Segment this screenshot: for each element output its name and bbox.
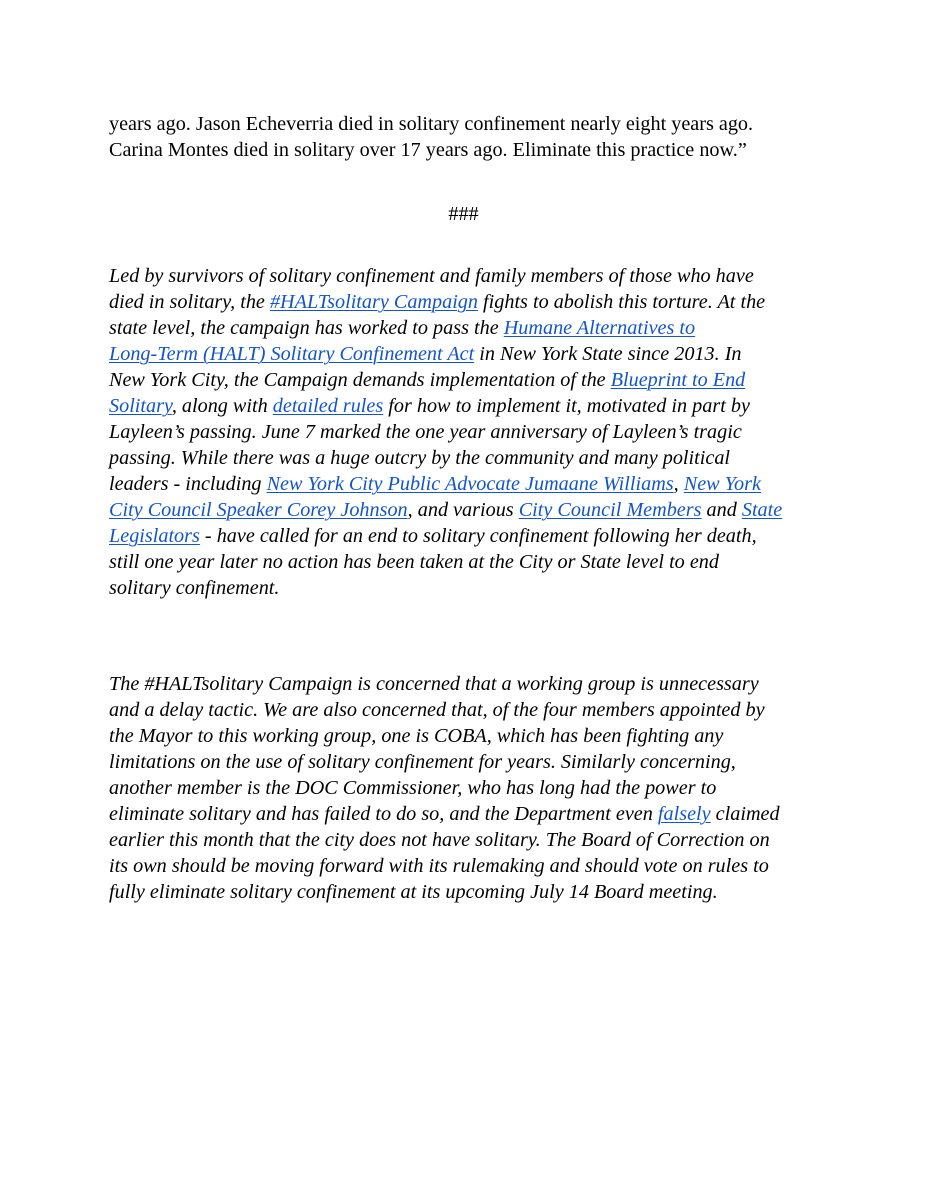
concern-paragraph (109, 671, 829, 905)
paragraph-line: The #HALTsolitary Campaign is concerned that a working group is unnecessary (109, 673, 759, 695)
text-run: fights to abolish this torture. At the (478, 291, 766, 313)
halt-act-link[interactable]: Humane Alternatives to (503, 317, 696, 339)
paragraph-line: limitations on the use of solitary confinement for years. Similarly concerning, (109, 751, 736, 773)
detailed-rules-link[interactable]: detailed rules (272, 395, 384, 417)
paragraph-line (109, 393, 829, 419)
blueprint-link[interactable]: Blueprint to End (610, 369, 746, 391)
text-run: and (701, 499, 742, 521)
text-run: , (673, 473, 684, 495)
paragraph-line (109, 471, 829, 497)
intro-paragraph (109, 111, 829, 163)
halt-act-link[interactable]: Long-Term (HALT) Solitary Confinement Act (109, 343, 475, 365)
text-run: New York City, the Campaign demands implementation of the (109, 369, 611, 391)
text-run: , along with (171, 395, 273, 417)
state-legislators-link[interactable]: Legislators (109, 525, 200, 547)
speaker-johnson-link[interactable]: New York (683, 473, 761, 495)
paragraph-line (109, 497, 829, 523)
paragraph-line: its own should be moving forward with its rulemaking and should vote on rules to (109, 855, 769, 877)
paragraph-line: the Mayor to this working group, one is COBA, which has been fighting any (109, 725, 724, 747)
paragraph-line (109, 315, 829, 341)
blueprint-link[interactable]: Solitary (109, 395, 172, 417)
text-run: claimed (710, 803, 780, 825)
text-run: died in solitary, the (109, 291, 270, 313)
text-run: state level, the campaign has worked to pass the (109, 317, 504, 339)
paragraph-line: passing. While there was a huge outcry by the community and many political (109, 447, 731, 469)
paragraph-line: solitary confinement. (109, 577, 280, 599)
paragraph-line: and a delay tactic. We are also concerned that, of the four members appointed by (109, 699, 765, 721)
speaker-johnson-link[interactable]: City Council Speaker Corey Johnson (109, 499, 408, 521)
council-members-link[interactable]: City Council Members (518, 499, 702, 521)
text-run: in New York State since 2013. In (474, 343, 742, 365)
intro-line: years ago. Jason Echeverria died in solitary confinement nearly eight years ago. (109, 113, 754, 135)
paragraph-line (109, 523, 829, 549)
paragraph-line (109, 289, 829, 315)
section-separator: ### (448, 203, 479, 225)
paragraph-line (109, 801, 829, 827)
state-legislators-link[interactable]: State (741, 499, 783, 521)
text-run: leaders - including (109, 473, 267, 495)
public-advocate-link[interactable]: New York City Public Advocate Jumaane Williams (266, 473, 674, 495)
paragraph-line (109, 367, 829, 393)
haltsolitary-campaign-link[interactable]: #HALTsolitary Campaign (269, 291, 478, 313)
falsely-link[interactable]: falsely (657, 803, 711, 825)
intro-line: Carina Montes died in solitary over 17 years ago. Eliminate this practice now.” (109, 139, 747, 161)
text-run: , and various (407, 499, 519, 521)
paragraph-line: still one year later no action has been taken at the City or State level to end (109, 551, 719, 573)
paragraph-line: Led by survivors of solitary confinement and family members of those who have (109, 265, 754, 287)
text-run: for how to implement it, motivated in part by (383, 395, 750, 417)
paragraph-line: Layleen’s passing. June 7 marked the one year anniversary of Layleen’s tragic (109, 421, 742, 443)
paragraph-line: fully eliminate solitary confinement at its upcoming July 14 Board meeting. (109, 881, 718, 903)
paragraph-line (109, 341, 829, 367)
text-run: eliminate solitary and has failed to do so, and the Department even (109, 803, 658, 825)
paragraph-line: earlier this month that the city does not have solitary. The Board of Correction on (109, 829, 770, 851)
text-run: - have called for an end to solitary confinement following her death, (199, 525, 757, 547)
paragraph-line: another member is the DOC Commissioner, who has long had the power to (109, 777, 717, 799)
campaign-paragraph (109, 263, 829, 601)
